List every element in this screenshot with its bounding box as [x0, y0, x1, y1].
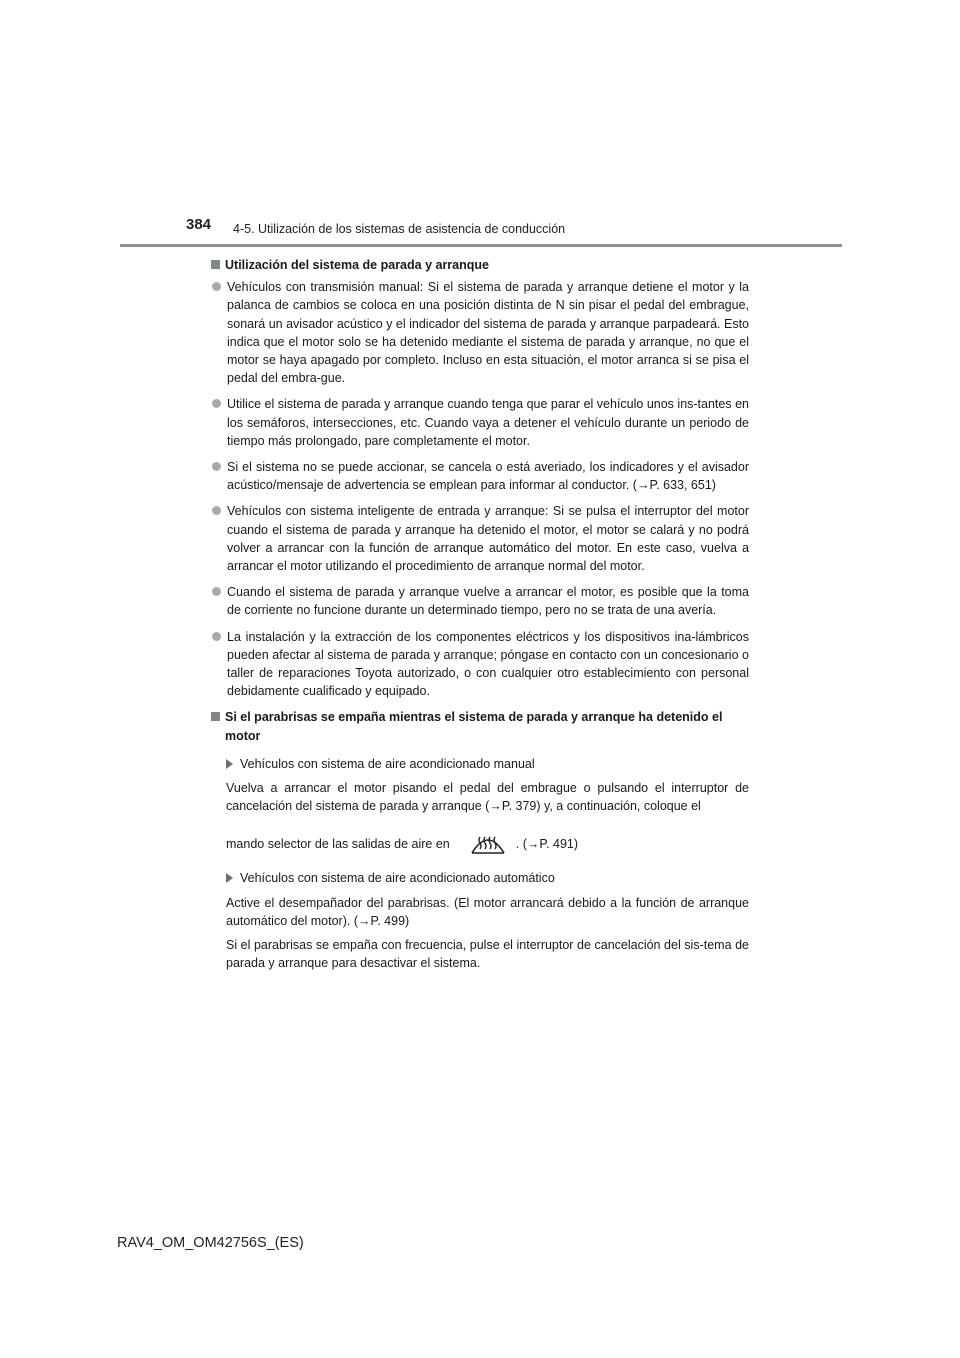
paragraph-text: mando selector de las salidas de aire en [226, 837, 450, 852]
paragraph-text: . (→P. 491) [515, 837, 579, 852]
header-divider [120, 244, 842, 247]
heading-text: Utilización del sistema de parada y arranque [225, 258, 489, 272]
section-title: 4-5. Utilización de los sistemas de asistencia de conducción [233, 222, 566, 236]
bullet-item [212, 583, 749, 619]
windshield-defroster-icon [468, 829, 508, 859]
bullet-text: Vehículos con transmisión manual: Si el sistema de parada y arranque detiene el motor y la palanca de cambios se coloca en una posición distinta de N sin pisar el pedal del embrague, sonará un avisador acústico y el indicador del sistema de parada y arranque parpadeará. Esto indica que el motor solo se ha detenido mediante el sistema de parada y arranque, no que el motor se haya apagado por completo. Incluso en esta situación, el motor arranca si se pisa el pedal del embra-gue. [227, 280, 749, 386]
triangle-pointer-icon [226, 873, 233, 883]
paragraph: Vuelva a arrancar el motor pisando el pedal del embrague o pulsando el interruptor de cancelación del sistema de parada y arranque (→P. 379) y, a continuación, coloque el [226, 781, 749, 814]
bullet-text: Utilice el sistema de parada y arranque cuando tenga que parar el vehículo unos ins-tantes en los semáforos, intersecciones, etc. Cuando vaya a detener el vehículo durante un periodo de tiempo más prolongado, pare completamente el motor. [227, 397, 749, 448]
bullet-item [212, 628, 749, 701]
bullet-text: Vehículos con sistema inteligente de entrada y arranque: Si se pulsa el interruptor del motor cuando el sistema de parada y arranque ha detenido el motor, el motor se calará y no podrá volver a arrancar con la función de arranque automático del motor. En este caso, vuelva a arrancar el motor utilizando el procedimiento de arranque normal del motor. [227, 504, 749, 574]
round-bullet-icon [212, 282, 221, 291]
triangle-pointer-icon [226, 759, 233, 769]
paragraph: Active el desempañador del parabrisas. (El motor arrancará debido a la función de arranque automático del motor). (→P. 499) [226, 895, 749, 928]
bullet-item [212, 458, 749, 494]
round-bullet-icon [212, 462, 221, 471]
square-bullet-icon [211, 260, 220, 269]
round-bullet-icon [212, 587, 221, 596]
paragraph: Si el parabrisas se empaña con frecuencia, pulse el interruptor de cancelación del sis-tema de parada y arranque para desactivar el sistema. [226, 938, 749, 971]
heading-windshield-fog [211, 708, 749, 744]
bullet-text: La instalación y la extracción de los componentes eléctricos y los dispositivos ina-lámbricos pueden afectar al sistema de parada y arranque; póngase en contacto con un concesionario o taller de reparaciones Toyota autorizado, o con cualquier otro establecimiento con personal debidamente cualificado y equipado. [227, 629, 749, 699]
heading-text: Si el parabrisas se empaña mientras el sistema de parada y arranque ha detenido el motor [225, 710, 723, 743]
content [211, 256, 749, 979]
bullet-item [212, 395, 749, 450]
heading-stop-start-usage [211, 256, 749, 274]
condition-line [226, 755, 749, 773]
condition-text: Vehículos con sistema de aire acondicionado manual [240, 756, 535, 771]
page-number: 384 [186, 216, 212, 233]
footer-code: RAV4_OM_OM42756S_(ES) [117, 1235, 304, 1251]
bullet-text: Si el sistema no se puede accionar, se cancela o está averiado, los indicadores y el avisador acústico/mensaje de advertencia se emplean para informar al conductor. (→P. 633, 651) [227, 460, 749, 493]
condition-line [226, 869, 749, 887]
paragraph-with-icon [226, 829, 749, 859]
round-bullet-icon [212, 399, 221, 408]
condition-text: Vehículos con sistema de aire acondicionado automático [240, 871, 555, 886]
bullet-item [212, 502, 749, 575]
square-bullet-icon [211, 712, 220, 721]
round-bullet-icon [212, 632, 221, 641]
round-bullet-icon [212, 506, 221, 515]
bullet-item [212, 278, 749, 387]
automatic-ac-block [226, 869, 749, 972]
bullet-text: Cuando el sistema de parada y arranque vuelve a arrancar el motor, es posible que la toma de corriente no funcione durante un determinado tiempo, pero no se trata de una avería. [227, 585, 749, 618]
manual-ac-block [226, 755, 749, 860]
